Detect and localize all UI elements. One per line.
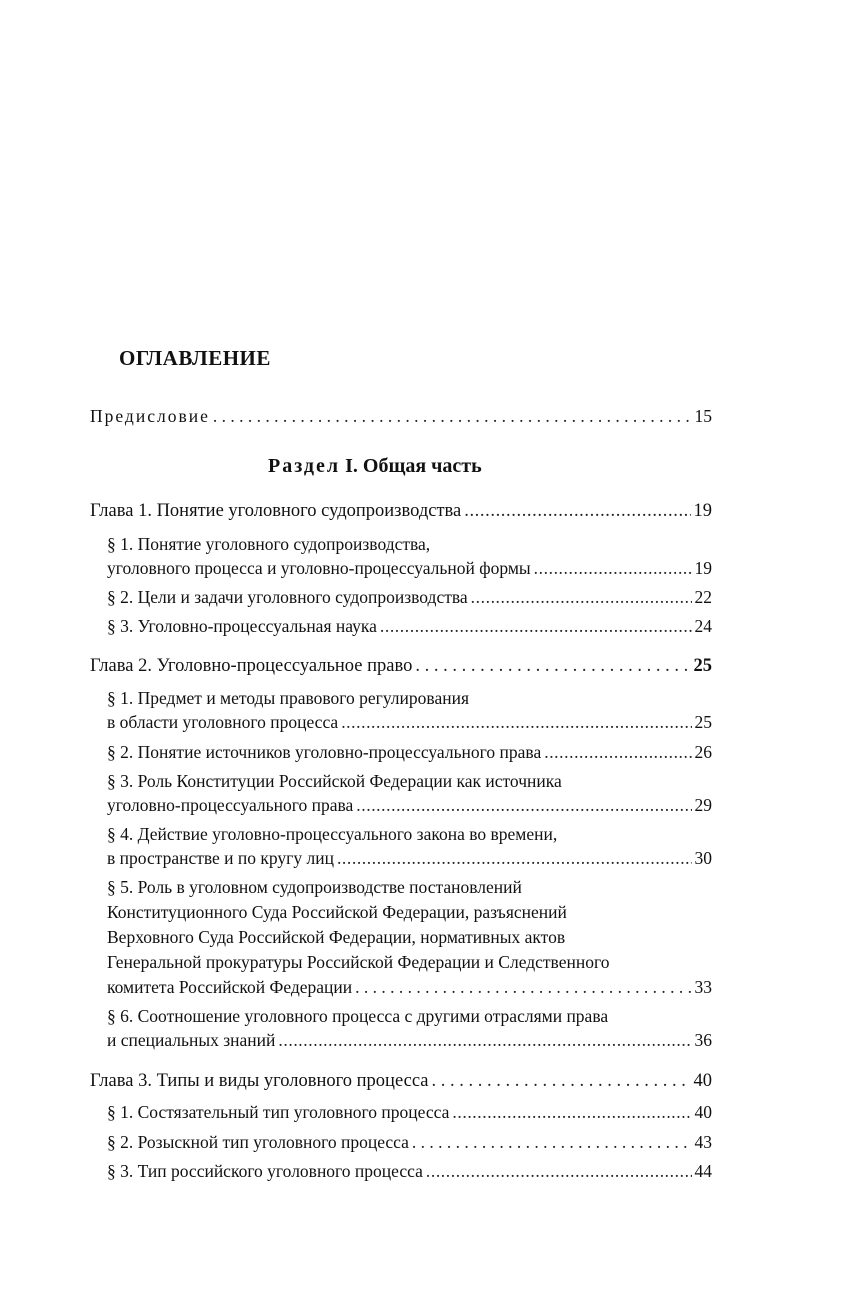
dot-leader	[415, 654, 690, 679]
dot-leader	[464, 499, 690, 524]
page-number: 19	[693, 501, 712, 521]
page-number: 33	[694, 977, 712, 997]
toc-entry-ch3-s1[interactable]	[107, 1100, 712, 1125]
entry-title: Предисловие	[90, 406, 210, 426]
entry-line: § 1. Предмет и методы правового регулирования	[107, 688, 469, 708]
page-number: 30	[694, 848, 712, 868]
dot-leader	[337, 846, 692, 871]
entry-line: § 6. Соотношение уголовного процесса с другими отраслями права	[107, 1006, 609, 1026]
dot-leader	[426, 1159, 692, 1184]
page-number: 44	[694, 1161, 712, 1181]
toc-entry-ch2-s1[interactable]	[107, 710, 712, 735]
page-number: 26	[694, 742, 712, 762]
page-number: 29	[694, 795, 712, 815]
page-number: 24	[694, 616, 712, 636]
entry-title: в пространстве и по кругу лиц	[107, 848, 334, 868]
entry-title: комитета Российской Федерации	[107, 977, 353, 997]
page-number: 19	[694, 558, 712, 578]
toc-entry-chapter-2[interactable]	[90, 654, 712, 679]
entry-line: Конституционного Суда Российской Федерации, разъяснений	[107, 902, 567, 922]
part-title	[268, 455, 482, 478]
entry-line: § 3. Роль Конституции Российской Федерации как источника	[107, 771, 562, 791]
toc-entry-ch3-s3[interactable]	[107, 1159, 712, 1184]
toc-entry-ch2-s6[interactable]	[107, 1028, 712, 1053]
entry-title: Глава 3. Типы и виды уголовного процесса	[90, 1071, 429, 1091]
page-number: 40	[693, 1071, 712, 1091]
entry-line: § 1. Понятие уголовного судопроизводства,	[107, 534, 431, 554]
dot-leader	[341, 710, 691, 735]
entry-title: § 3. Тип российского уголовного процесса	[107, 1161, 423, 1181]
entry-title: в области уголовного процесса	[107, 712, 339, 732]
entry-title: и специальных знаний	[107, 1030, 276, 1050]
toc-entry-ch2-s5[interactable]	[107, 975, 712, 1000]
entry-title: Глава 2. Уголовно-процессуальное право	[90, 656, 413, 676]
page-number: 43	[694, 1132, 712, 1152]
page-number: 22	[694, 587, 712, 607]
entry-title: уголовно-процессуального права	[107, 795, 354, 815]
entry-title: Глава 1. Понятие уголовного судопроизводства	[90, 501, 462, 521]
toc-entry-ch1-s2[interactable]	[107, 585, 712, 610]
dot-leader	[278, 1028, 691, 1053]
part-name: I. Общая часть	[345, 455, 482, 477]
page-number: 15	[694, 406, 712, 426]
part-label: Раздел	[268, 455, 341, 477]
dot-leader	[356, 793, 691, 818]
entry-line: Верховного Суда Российской Федерации, нормативных актов	[107, 927, 566, 947]
entry-title: уголовного процесса и уголовно-процессуальной формы	[107, 558, 531, 578]
entry-title: § 2. Понятие источников уголовно-процессуального права	[107, 742, 542, 762]
toc-entry-ch2-s3[interactable]	[107, 793, 712, 818]
dot-leader	[380, 614, 692, 639]
page-number: 40	[694, 1102, 712, 1122]
page-number: 25	[693, 656, 712, 676]
entry-title: § 2. Розыскной тип уголовного процесса	[107, 1132, 409, 1152]
entry-line: § 5. Роль в уголовном судопроизводстве постановлений	[107, 877, 522, 897]
toc-entry-ch1-s3[interactable]	[107, 614, 712, 639]
toc-entry-ch2-s2[interactable]	[107, 740, 712, 765]
toc-entry-ch1-s1[interactable]	[107, 556, 712, 581]
toc-entry-ch2-s4[interactable]	[107, 846, 712, 871]
entry-title: § 1. Состязательный тип уголовного процесса	[107, 1102, 450, 1122]
toc-heading: ОГЛАВЛЕНИЕ	[119, 346, 271, 370]
dot-leader	[412, 1130, 692, 1155]
entry-line: Генеральной прокуратуры Российской Федерации и Следственного	[107, 952, 610, 972]
page-number: 36	[694, 1030, 712, 1050]
toc-entry-preface[interactable]	[90, 404, 712, 429]
toc-entry-ch3-s2[interactable]	[107, 1130, 712, 1155]
dot-leader	[431, 1069, 690, 1094]
dot-leader	[471, 585, 692, 610]
dot-leader	[534, 556, 692, 581]
toc-entry-chapter-1[interactable]	[90, 499, 712, 524]
dot-leader	[213, 404, 692, 429]
entry-title: § 2. Цели и задачи уголовного судопроизводства	[107, 587, 468, 607]
dot-leader	[355, 975, 691, 1000]
dot-leader	[452, 1100, 691, 1125]
toc-entry-chapter-3[interactable]	[90, 1069, 712, 1094]
entry-line: § 4. Действие уголовно-процессуального закона во времени,	[107, 824, 558, 844]
entry-title: § 3. Уголовно-процессуальная наука	[107, 616, 377, 636]
dot-leader	[544, 740, 691, 765]
page-number: 25	[694, 712, 712, 732]
